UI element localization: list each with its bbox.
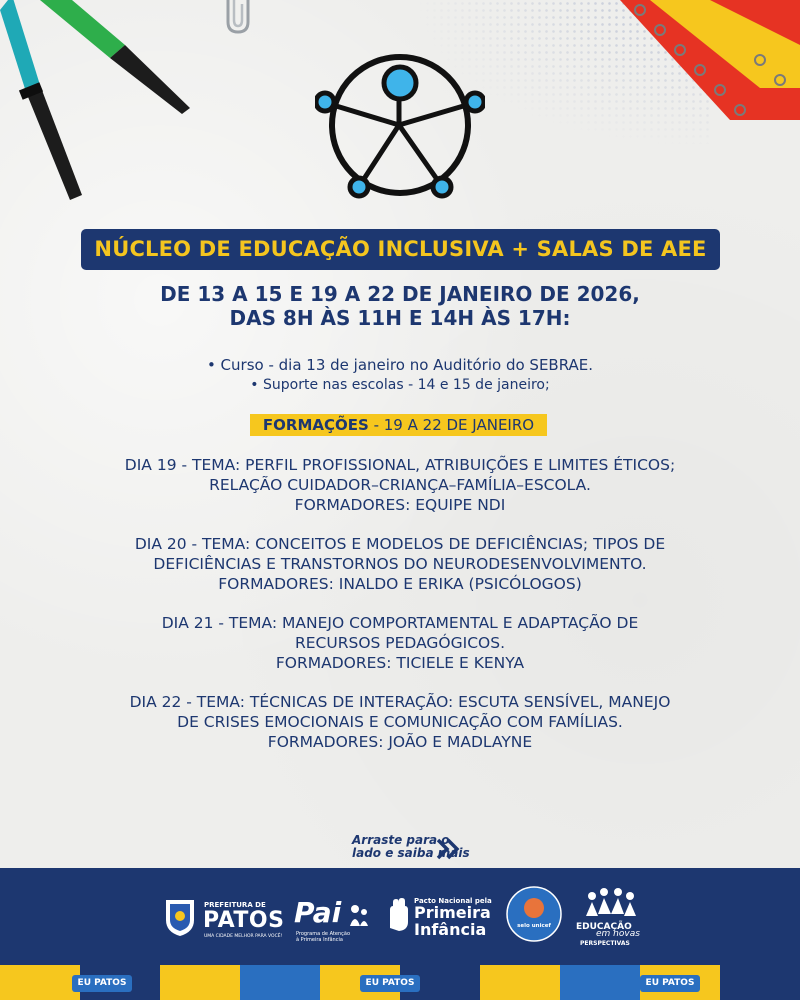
prefeitura-tagline: UMA CIDADE MELHOR PARA VOCÊ! [204, 934, 283, 939]
educacao-em-novas: em novas [596, 929, 640, 939]
paper-clip-icon [222, 0, 262, 40]
formacoes-dates: - 19 A 22 DE JANEIRO [368, 416, 535, 434]
eu-patos-badge-2: EU PATOS [360, 975, 420, 992]
formacoes-label: FORMAÇÕES [262, 416, 369, 434]
day-20-formadores: FORMADORES: INALDO E ERIKA (PSICÓLOGOS) [218, 575, 582, 593]
day-21-line-2: RECURSOS PEDAGÓGICOS. [294, 634, 506, 652]
day-20-block [0, 534, 800, 594]
pai-subtitle-1: Programa de Atenção [296, 931, 350, 937]
date-line: DE 13 A 15 E 19 A 22 DE JANEIRO DE 2026, [160, 282, 640, 306]
day-20-line-2: DEFICIÊNCIAS E TRANSTORNOS DO NEURODESENVOLVIMENTO. [153, 555, 647, 573]
day-20-line-1: DIA 20 - TEMA: CONCEITOS E MODELOS DE DEFICIÊNCIAS; TIPOS DE [134, 535, 666, 553]
green-pen-icon [40, 0, 190, 114]
day-22-line-2: DE CRISES EMOCIONAIS E COMUNICAÇÃO COM FAMÍLIAS. [177, 713, 623, 731]
eu-patos-badge-3: EU PATOS [640, 975, 700, 992]
eu-patos-badge-1: EU PATOS [72, 975, 132, 992]
day-19-formadores: FORMADORES: EQUIPE NDI [294, 496, 506, 514]
hand-heart-icon [386, 898, 412, 932]
patos-logo-text: PATOS [203, 908, 285, 933]
pens-decoration [0, 0, 200, 210]
bullet-curso: • Curso - dia 13 de janeiro no Auditório do SEBRAE. [206, 356, 594, 374]
selo-unicef-label: selo unicef [517, 923, 551, 929]
pacto-primeira: Primeira [414, 903, 491, 922]
swipe-hint-line-2: lado e saiba mais [352, 846, 470, 860]
time-line: DAS 8H ÀS 11H E 14H ÀS 17H: [229, 306, 571, 330]
formacoes-highlight [250, 414, 547, 436]
pacto-infancia: Infância [414, 920, 487, 939]
selo-unicef-badge-icon [506, 886, 562, 942]
teal-pen-icon [0, 0, 82, 200]
day-19-line-1: DIA 19 - TEMA: PERFIL PROFISSIONAL, ATRIBUIÇÕES E LIMITES ÉTICOS; [124, 456, 676, 474]
day-21-line-1: DIA 21 - TEMA: MANEJO COMPORTAMENTAL E ADAPTAÇÃO DE [161, 614, 639, 632]
page-title: NÚCLEO DE EDUCAÇÃO INCLUSIVA + SALAS DE AEE [81, 229, 720, 270]
day-21-block [0, 613, 800, 673]
date-time-info [0, 282, 800, 330]
day-22-block [0, 692, 800, 752]
city-crest-icon [162, 896, 198, 938]
prefeitura-label: PREFEITURA DE [204, 901, 266, 909]
educacao-label: EDUCAÇÃO [576, 922, 632, 932]
double-chevron-right-icon [436, 838, 462, 860]
accessibility-logo-icon [315, 45, 485, 205]
day-19-line-2: RELAÇÃO CUIDADOR–CRIANÇA–FAMÍLIA–ESCOLA. [209, 476, 591, 494]
pacto-label: Pacto Nacional pela [414, 897, 492, 905]
day-21-formadores: FORMADORES: TICIELE E KENYA [275, 654, 525, 672]
bullet-suporte: • Suporte nas escolas - 14 e 15 de janeiro; [250, 377, 550, 393]
educacao-perspectivas: PERSPECTIVAS [580, 940, 630, 947]
family-icon [348, 904, 370, 928]
bullet-list [0, 355, 800, 395]
day-19-block [0, 455, 800, 515]
pai-logo-text: Pai [294, 896, 342, 929]
people-group-icon [584, 886, 638, 920]
notebooks-decoration [610, 0, 800, 120]
day-22-line-1: DIA 22 - TEMA: TÉCNICAS DE INTERAÇÃO: ESCUTA SENSÍVEL, MANEJO [129, 693, 671, 711]
swipe-hint-line-1: Arraste para o [352, 833, 450, 847]
pai-subtitle-2: à Primeira Infância [296, 937, 343, 943]
training-schedule [0, 455, 800, 771]
day-22-formadores: FORMADORES: JOÃO E MADLAYNE [267, 733, 533, 751]
